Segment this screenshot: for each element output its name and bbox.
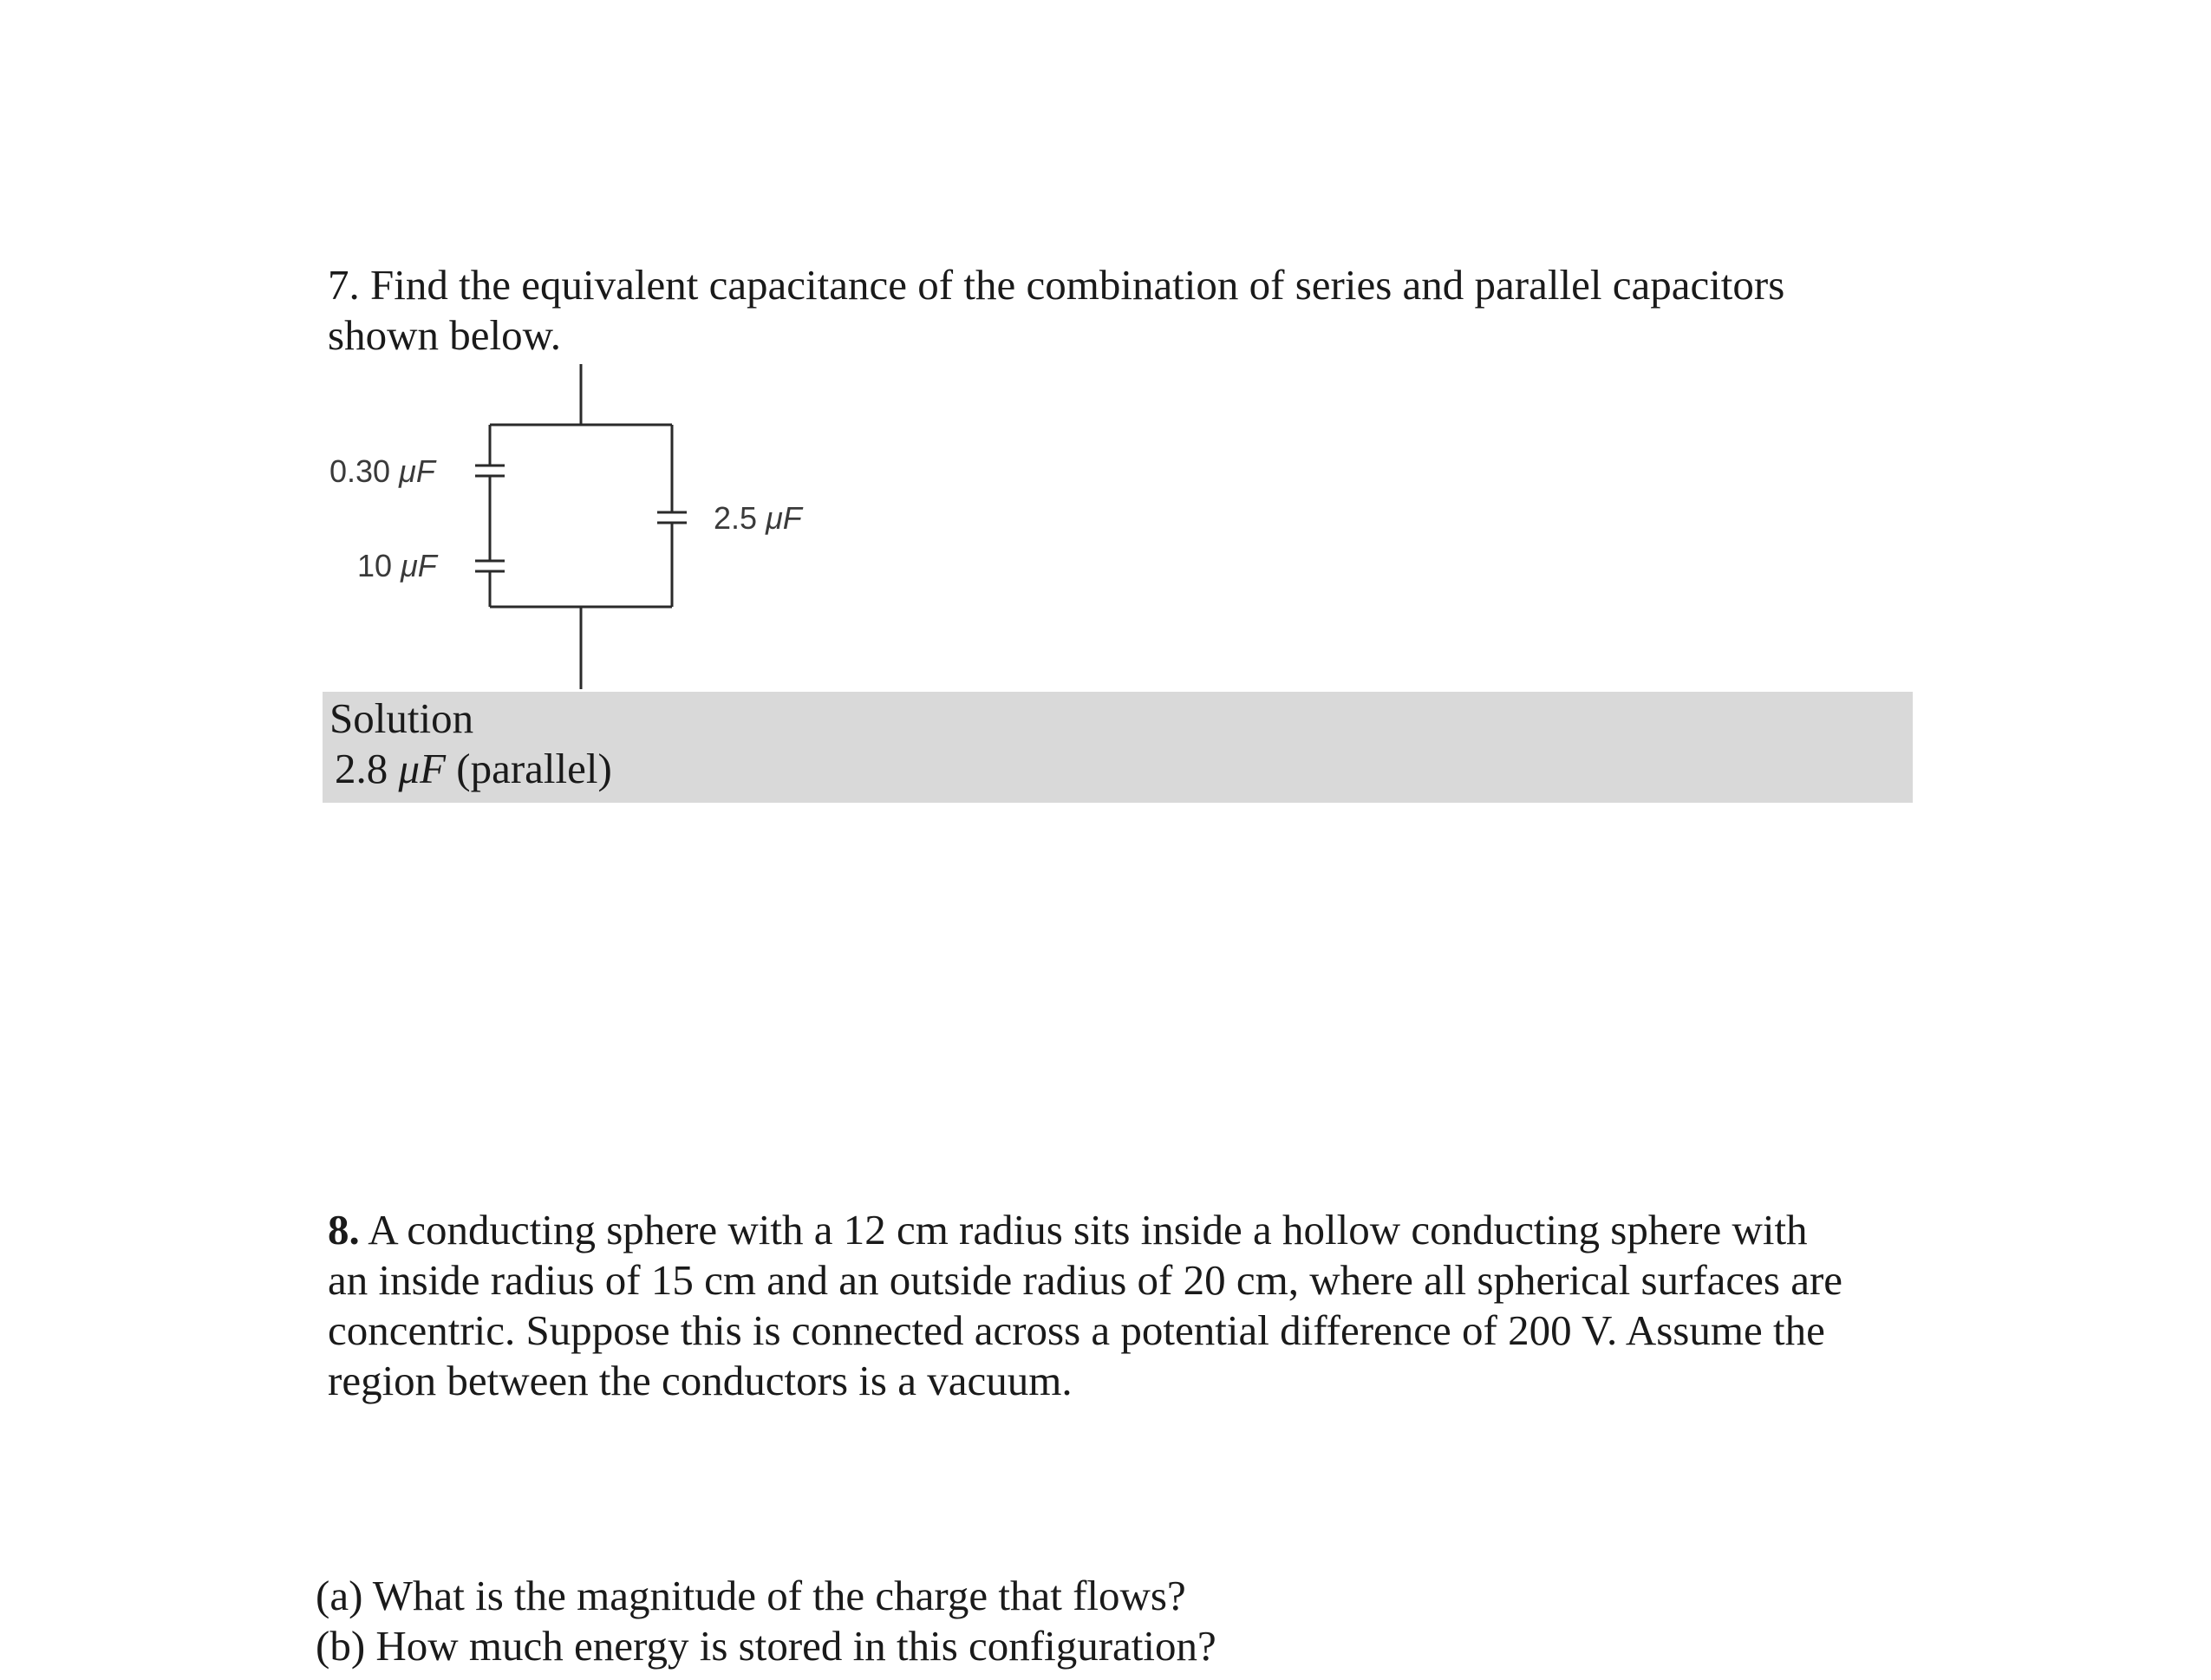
question-8-line-3: concentric. Suppose this is connected across a potential difference of 200 V. Assume the xyxy=(328,1306,1825,1354)
capacitor-1-label: 0.30 μF xyxy=(329,453,435,489)
question-8-part-a: (a) What is the magnitude of the charge that flows? xyxy=(316,1572,1186,1619)
question-7-text xyxy=(328,260,1940,361)
capacitor-3-label: 2.5 μF xyxy=(714,500,802,536)
question-7-line-2: shown below. xyxy=(328,311,562,359)
capacitor-2-label: 10 μF xyxy=(357,548,437,583)
solution-box xyxy=(323,692,1913,803)
question-8-text xyxy=(328,1205,1940,1406)
question-8-number: 8. xyxy=(328,1206,360,1253)
solution-title: Solution xyxy=(329,694,474,742)
question-7-line-1: 7. Find the equivalent capacitance of the combination of series and parallel capacitors xyxy=(328,261,1785,309)
solution-answer-note: (parallel) xyxy=(456,745,612,792)
question-8-line-4: region between the conductors is a vacuum. xyxy=(328,1357,1073,1404)
solution-answer-unit: μF xyxy=(398,745,447,792)
solution-answer-value: 2.8 xyxy=(335,745,388,792)
solution-answer xyxy=(335,744,612,794)
question-8-line-1-text: A conducting sphere with a 12 cm radius sits inside a hollow conducting sphere with xyxy=(368,1206,1808,1253)
question-8-parts xyxy=(316,1571,1216,1671)
question-8-line-1 xyxy=(328,1205,1940,1255)
question-8-part-b: (b) How much energy is stored in this configuration? xyxy=(316,1622,1216,1670)
capacitor-circuit-diagram xyxy=(312,360,867,698)
question-8-line-2: an inside radius of 15 cm and an outside radius of 20 cm, where all spherical surfaces are xyxy=(328,1256,1843,1304)
